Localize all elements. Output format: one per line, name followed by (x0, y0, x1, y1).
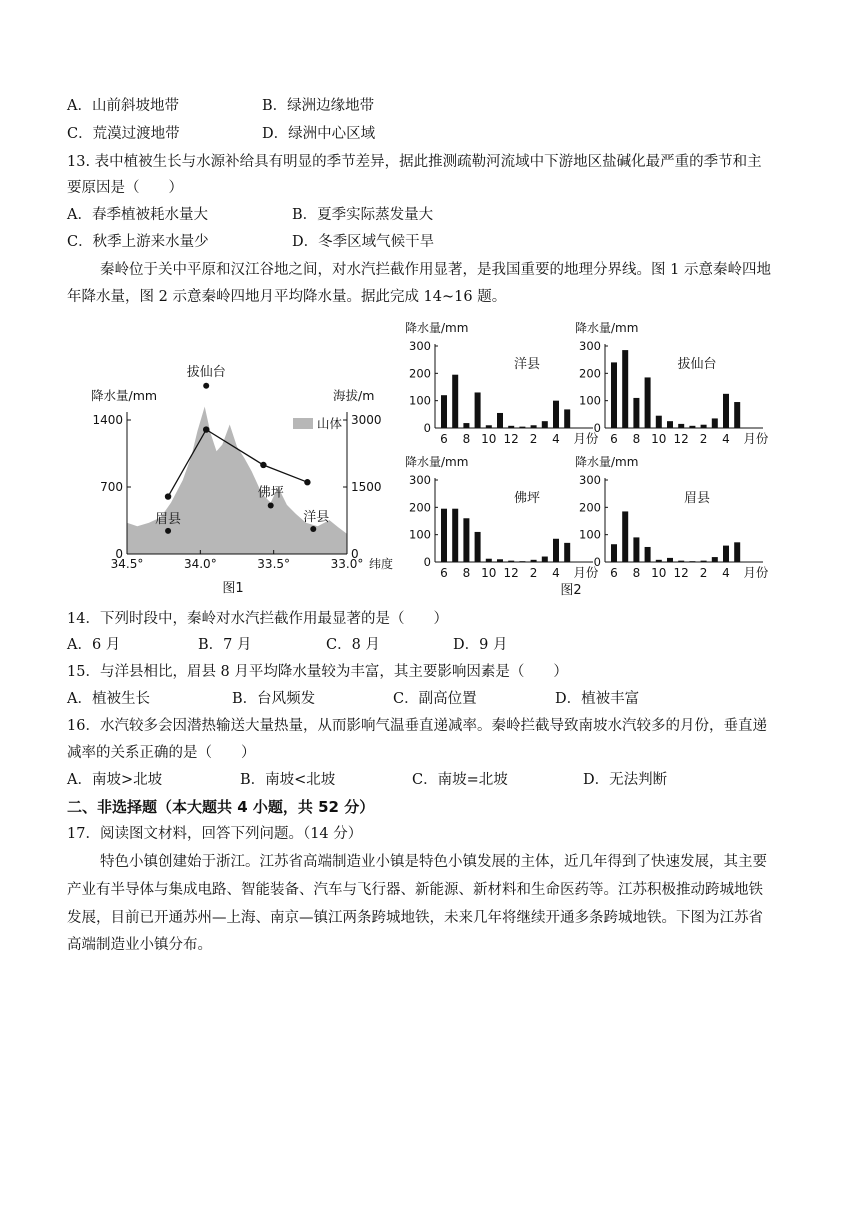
q17-paragraph-line3: 发展，目前已开通苏州—上海、南京—镇江两条跨城地铁，未来几年将继续开通多条跨城地铁。下图为江苏省 (67, 910, 763, 926)
fig1-x-tick-label: 34.0° (183, 557, 217, 571)
bar-8 (633, 398, 639, 428)
figure-2-chart (395, 318, 795, 600)
bar-4 (553, 539, 559, 562)
panel-x-tick-label: 6 (610, 432, 618, 446)
bar-8 (463, 518, 469, 562)
panel-x-tick-label: 2 (699, 566, 708, 580)
q15-option-a: A．植被生长 (67, 691, 150, 707)
fig1-x-tick-label: 33.5° (257, 557, 291, 571)
bar-2 (531, 560, 537, 562)
panel-y-tick-label: 200 (579, 500, 601, 515)
bar-3 (712, 418, 718, 428)
bar-3 (712, 557, 718, 562)
fig1-right-tick-label: 0 (351, 547, 359, 561)
bar-2 (701, 425, 707, 428)
station-label: 拔仙台 (186, 364, 226, 380)
panel-x-tick-label: 6 (440, 432, 448, 446)
panel-station-name: 佛坪 (513, 491, 541, 506)
panel-x-tick-label: 12 (503, 432, 519, 446)
station-point (310, 526, 316, 532)
panel-x-tick-label: 2 (529, 566, 538, 580)
bar-11 (497, 413, 503, 428)
bar-6 (611, 544, 617, 562)
panel-y-tick-label: 0 (593, 421, 601, 435)
panel-x-tick-label: 2 (529, 432, 538, 446)
bar-6 (611, 362, 617, 428)
bar-panel-3 (405, 454, 599, 580)
panel-y-tick-label: 200 (409, 366, 431, 381)
precipitation-point (304, 479, 310, 485)
bar-panel-2 (575, 320, 769, 446)
bar-1 (519, 561, 525, 562)
precipitation-point (260, 462, 266, 468)
q17-stem: 17．阅读图文材料，回答下列问题。（14 分） (67, 826, 363, 842)
q13-stem-line1: 13. 表中植被生长与水源补给具有明显的季节差异，据此推测疏勒河流域中下游地区盐碱化最严重的季节和主 (67, 154, 762, 170)
q13-option-c: C．秋季上游来水量少 (67, 234, 209, 250)
panel-y-tick-label: 0 (423, 555, 431, 569)
bar-5 (564, 543, 570, 562)
section-2-heading: 二、非选择题（本大题共 4 小题，共 52 分） (67, 798, 375, 816)
panel-y-axis-title: 降水量/mm (575, 455, 639, 469)
q13-option-a: A．春季植被耗水量大 (67, 207, 208, 223)
bar-9 (475, 532, 481, 562)
bar-5 (734, 402, 740, 428)
panel-x-tick-label: 10 (651, 432, 667, 446)
q14-option-b: B．7 月 (198, 637, 252, 653)
intro-line1: 秦岭位于关中平原和汉江谷地之间，对水汽拦截作用显著，是我国重要的地理分界线。图 1 示意秦岭四地 (100, 262, 771, 278)
panel-y-tick-label: 100 (409, 527, 431, 542)
bar-10 (656, 416, 662, 428)
panel-x-axis-title: 月份 (743, 431, 769, 446)
panel-x-axis-title: 月份 (743, 565, 769, 580)
bar-11 (497, 559, 503, 562)
panel-x-tick-label: 8 (632, 432, 641, 446)
q15-option-c: C．副高位置 (393, 691, 477, 707)
panel-y-tick-label: 100 (579, 393, 601, 408)
panel-y-tick-label: 200 (579, 366, 601, 381)
q13-option-d: D．冬季区域气候干旱 (292, 234, 435, 250)
fig1-left-tick-label: 0 (115, 547, 123, 561)
precipitation-point (165, 493, 171, 499)
bar-10 (656, 560, 662, 562)
bar-2 (701, 561, 707, 562)
fig1-x-tick-label: 33.0° (330, 557, 364, 571)
panel-x-tick-label: 8 (462, 566, 471, 580)
bar-1 (689, 561, 695, 562)
bar-1 (519, 427, 525, 428)
bar-3 (542, 421, 548, 428)
fig1-caption: 图1 (222, 581, 244, 596)
panel-x-tick-label: 8 (632, 566, 641, 580)
panel-y-axis-title: 降水量/mm (575, 321, 639, 335)
q16-stem-line1: 16．水汽较多会因潜热输送大量热量，从而影响气温垂直递减率。秦岭拦截导致南坡水汽较多的月份，垂直递 (67, 718, 767, 734)
panel-x-axis-title: 月份 (573, 565, 599, 580)
q12-option-b: B．绿洲边缘地带 (262, 98, 375, 114)
precipitation-point (203, 426, 209, 432)
panel-x-tick-label: 4 (552, 432, 560, 446)
q17-paragraph-line4: 高端制造业小镇分布。 (67, 937, 212, 953)
q13-stem-line2: 要原因是（ ） (67, 180, 183, 196)
legend-label-mountain: 山体 (317, 416, 343, 431)
q14-option-c: C．8 月 (326, 637, 380, 653)
bar-7 (452, 375, 458, 428)
q15-option-d: D．植被丰富 (555, 691, 640, 707)
bar-9 (645, 547, 651, 562)
bar-12 (508, 426, 514, 428)
panel-station-name: 洋县 (513, 357, 541, 372)
station-point (165, 528, 171, 534)
fig1-x-axis-title: 纬度 (369, 557, 394, 571)
bar-9 (475, 392, 481, 428)
bar-5 (564, 409, 570, 428)
panel-y-tick-label: 300 (579, 339, 601, 353)
panel-y-axis-title: 降水量/mm (405, 455, 469, 469)
bar-panel-4 (575, 454, 769, 580)
bar-3 (542, 557, 548, 562)
fig1-left-tick-label: 1400 (92, 413, 123, 427)
panel-y-tick-label: 300 (579, 473, 601, 487)
panel-x-tick-label: 4 (722, 432, 730, 446)
panel-x-tick-label: 4 (722, 566, 730, 580)
q12-option-c: C．荒漠过渡地带 (67, 126, 180, 142)
panel-y-tick-label: 300 (409, 473, 431, 487)
panel-x-tick-label: 12 (503, 566, 519, 580)
station-point (203, 383, 209, 389)
q16-option-d: D．无法判断 (583, 772, 668, 788)
station-point (268, 502, 274, 508)
fig1-right-axis-title: 海拔/m (333, 388, 375, 403)
q17-paragraph-line1: 特色小镇创建始于浙江。江苏省高端制造业小镇是特色小镇发展的主体，近几年得到了快速发展，其主要 (100, 854, 767, 870)
panel-station-name: 眉县 (683, 491, 711, 506)
panel-y-axis-title: 降水量/mm (405, 321, 469, 335)
fig2-caption: 图2 (560, 583, 582, 598)
intro-line2: 年降水量，图 2 示意秦岭四地月平均降水量。据此完成 14~16 题。 (67, 289, 507, 305)
panel-y-tick-label: 200 (409, 500, 431, 515)
q12-option-d: D．绿洲中心区域 (262, 126, 376, 142)
panel-y-tick-label: 0 (423, 421, 431, 435)
q15-option-b: B．台风频发 (232, 691, 316, 707)
panel-y-tick-label: 300 (409, 339, 431, 353)
q16-option-c: C．南坡=北坡 (412, 772, 508, 788)
panel-y-tick-label: 100 (409, 393, 431, 408)
bar-11 (667, 558, 673, 562)
bar-10 (486, 559, 492, 562)
q16-stem-line2: 减率的关系正确的是（ ） (67, 745, 256, 761)
q17-paragraph-line2: 产业有半导体与集成电路、智能装备、汽车与飞行器、新能源、新材料和生命医药等。江苏积极推动跨城地铁 (67, 882, 763, 898)
panel-x-tick-label: 10 (651, 566, 667, 580)
legend-swatch-mountain (293, 418, 313, 429)
panel-x-tick-label: 12 (673, 566, 689, 580)
station-label: 佛坪 (257, 485, 284, 501)
panel-x-tick-label: 10 (481, 432, 497, 446)
q15-stem: 15．与洋县相比，眉县 8 月平均降水量较为丰富，其主要影响因素是（ ） (67, 664, 568, 680)
figure-1-chart (85, 364, 394, 600)
bar-11 (667, 421, 673, 428)
fig1-right-tick-label: 1500 (351, 480, 382, 494)
q16-option-b: B．南坡<北坡 (240, 772, 336, 788)
q14-option-a: A．6 月 (67, 637, 121, 653)
fig1-left-tick-label: 700 (100, 480, 123, 494)
panel-y-tick-label: 0 (593, 555, 601, 569)
panel-x-tick-label: 6 (610, 566, 618, 580)
bar-4 (723, 546, 729, 562)
bar-7 (622, 511, 628, 562)
panel-station-name: 拔仙台 (677, 357, 717, 372)
bar-7 (452, 509, 458, 562)
fig1-left-axis-title: 降水量/mm (91, 388, 158, 403)
q13-option-b: B．夏季实际蒸发量大 (292, 207, 434, 223)
panel-x-axis-title: 月份 (573, 431, 599, 446)
q12-option-a: A．山前斜坡地带 (67, 98, 179, 114)
panel-x-tick-label: 2 (699, 432, 708, 446)
panel-x-tick-label: 12 (673, 432, 689, 446)
q16-option-a: A．南坡>北坡 (67, 772, 163, 788)
bar-6 (441, 509, 447, 562)
bar-7 (622, 350, 628, 428)
bar-6 (441, 395, 447, 428)
panel-x-tick-label: 10 (481, 566, 497, 580)
station-label: 眉县 (155, 511, 182, 527)
panel-y-tick-label: 100 (579, 527, 601, 542)
bar-4 (723, 394, 729, 428)
bar-8 (463, 423, 469, 428)
bar-12 (678, 561, 684, 562)
bar-4 (553, 401, 559, 428)
panel-x-tick-label: 6 (440, 566, 448, 580)
bar-2 (531, 425, 537, 428)
panel-x-tick-label: 4 (552, 566, 560, 580)
station-label: 洋县 (303, 509, 330, 525)
panel-x-tick-label: 8 (462, 432, 471, 446)
bar-8 (633, 537, 639, 562)
fig1-right-tick-label: 3000 (351, 413, 382, 427)
fig1-x-tick-label: 34.5° (110, 557, 144, 571)
bar-9 (645, 377, 651, 428)
bar-10 (486, 425, 492, 428)
bar-5 (734, 542, 740, 562)
bar-12 (678, 424, 684, 428)
q14-stem: 14．下列时段中，秦岭对水汽拦截作用最显著的是（ ） (67, 611, 448, 627)
bar-12 (508, 561, 514, 562)
bar-1 (689, 426, 695, 428)
bar-panel-1 (405, 320, 599, 446)
q14-option-d: D．9 月 (453, 637, 508, 653)
